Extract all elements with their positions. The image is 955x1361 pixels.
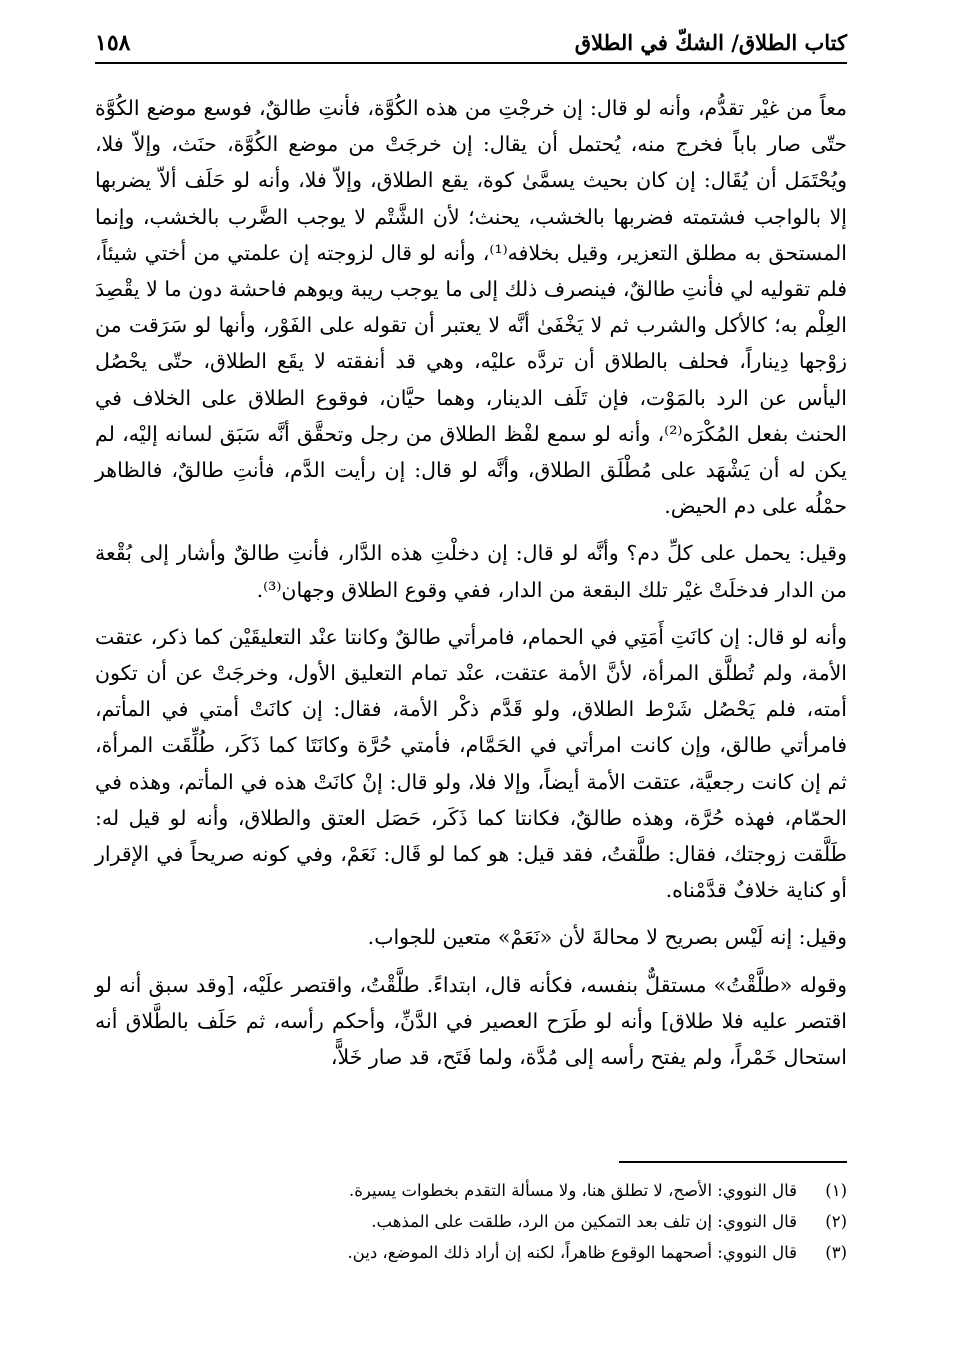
footnote-divider <box>619 1161 847 1163</box>
footnote <box>95 1175 847 1206</box>
footnote-text: قال النووي: إن تلف بعد التمكين من الرد، طلقت على المذهب. <box>371 1212 797 1231</box>
footnote-text: قال النووي: الأصح، لا تطلق هنا، ولا مسألة التقدم بخطوات يسيرة. <box>348 1181 797 1200</box>
body-text <box>95 90 847 1075</box>
footnote-text: قال النووي: أصحهما الوقوع ظاهراً، لكنه إن أراد ذلك الموضع، دين. <box>347 1243 797 1262</box>
book-page <box>95 28 847 1262</box>
footnotes <box>95 1175 847 1268</box>
paragraph: وقيل: يحمل على كلِّ دم؟ وأنَّه لو قال: إن دخلْتِ هذه الدَّار، فأنتِ طالقٌ وأشار إلى بُقْعة من الدار فدخلَتْ غيْر تلك البقعة من الدار، ففي وقوع الطلاق وجهان⁽³⁾. <box>95 541 847 602</box>
footnote-number: (٣) <box>825 1243 847 1262</box>
paragraph: معاً من غيْر تقدُّم، وأنه لو قال: إن خرجْتِ من هذه الكُوَّة، فأنتِ طالقٌ، فوسع موضع الكُوَّة حتّى صار باباً فخرج منه، يُحتمل أن يقال: إن خرجَتْ من موضع الكُوَّة، حنَث، وإلاّ فلا، ويُحْتَمَل أن يُقَال: إن كان بحيث يسمَّىٰ كوة، يقع الطلاق، وإلاّ فلا، وأنه لو حَلَف ألاّ يضربها إلا بالواجب فشتمته فضربها بالخشب، يحنث؛ لأن الشَّتْم لا يوجب الضَّرب بالخشب، وإنما المستحق به مطلق التعزير، وقيل بخلافه⁽¹⁾، وأنه لو قال لزوجته إن علمتي من أختي شيئاً، فلم تقوليه لي فأنتِ طالقٌ، فينصرف ذلك إلى ما يوجب ريبة ويوهم فاحشة دون ما لا يقْصِدَ العِلْم به؛ كالأكل والشرب ثم لا يَخْفَىٰ أنَّه لا يعتبر أن تقوله على الفَوْر، وأنها لو سَرَقت من زوْجها دِيناراً، فحلف بالطلاق أن تردَّه عليْه، وهي قد أنفقته لا يقَع الطلاق، حتّى يحْصُل اليأس عن الرد بالمَوْت، فإن تَلَف الدينار، وهما حيَّان، فوقوع الطلاق على الخلاف في الحنث بفعل المُكْرَه⁽²⁾، وأنه لو سمع لفْظ الطلاق من رجل وتحقَّق أنَّه سَبَق لسانه إليْه، لم يكن له أن يَشْهَد على مُطْلَق الطلاق، وأنَّه لو قال: إن رأيت الدَّم، فأنتِ طالقٌ، فالظاهر حمْلُه على دم الحيض. <box>95 96 847 519</box>
paragraph: وقيل: إنه لَيْس بصريح لا محالةَ لأن «نَعَمْ» متعين للجواب. <box>367 925 847 950</box>
footnote-number: (٢) <box>825 1212 847 1231</box>
paragraph: وأنه لو قال: إن كانَتِ أَمَتِي في الحمام، فامرأتي طالقٌ وكانتا عنْد التعليقَيْن كما ذكر، عتقت الأمة، ولم تُطلَّق المرأة، لأنَّ الأمة عتقت، عنْد تمام التعليق الأول، وخرجَتْ عن أن تكون أمته، فلم يَحْصُل شَرْط الطلاق، ولو قَدَّم ذكْر الأمة، فقال: إن كانَتْ أمتي في المأتم، فامرأتي طالق، وإن كانت امرأتي في الحَمَّام، فأمتي حُرَّة وكانَتَا كما ذَكَر، طُلِّقَت المرأة، ثم إن كانت رجعيَّة، عتقت الأمة أيضاً، وإلا فلا، ولو قال: إنْ كانَتْ هذه في المأتم، وهذه في الحمّام، فهذه حُرَّة، وهذه طالقٌ، فكانتا كما ذَكَر، حَصَل العتق والطلاق، وأنه لو قيل له: طَلَّقت زوجتك، فقال: طلَّقتُ، فقد قيل: هو كما لو قَال: نَعَمْ، وفي كونه صريحاً في الإقرار أو كناية خلافٌ قدَّمْناه. <box>95 624 847 903</box>
footnote <box>95 1206 847 1237</box>
paragraph: وقوله «طلَّقْتُ» مستقلٌّ بنفسه، فكأنه قال، ابتداءً. طلَّقْتُ، واقتصر علَيْه، [وقد سبق أنه لو اقتصر عليه فلا طلاق] وأنه لو طَرَح العصير في الدَّنِّ، وأحكم رأسه، ثم حَلَف بالطَّلاق أنه استحال خَمْراً، ولم يفتح رأسه إلى مُدَّة، ولما فَتَح، قد صار خَلاًّ، <box>95 972 847 1070</box>
footnote-number: (١) <box>825 1181 847 1200</box>
chapter-title: كتاب الطلاق/ الشكّ في الطلاق <box>574 30 847 55</box>
footnote <box>95 1237 847 1268</box>
page-number: ١٥٨ <box>95 30 131 56</box>
running-header <box>95 28 847 64</box>
